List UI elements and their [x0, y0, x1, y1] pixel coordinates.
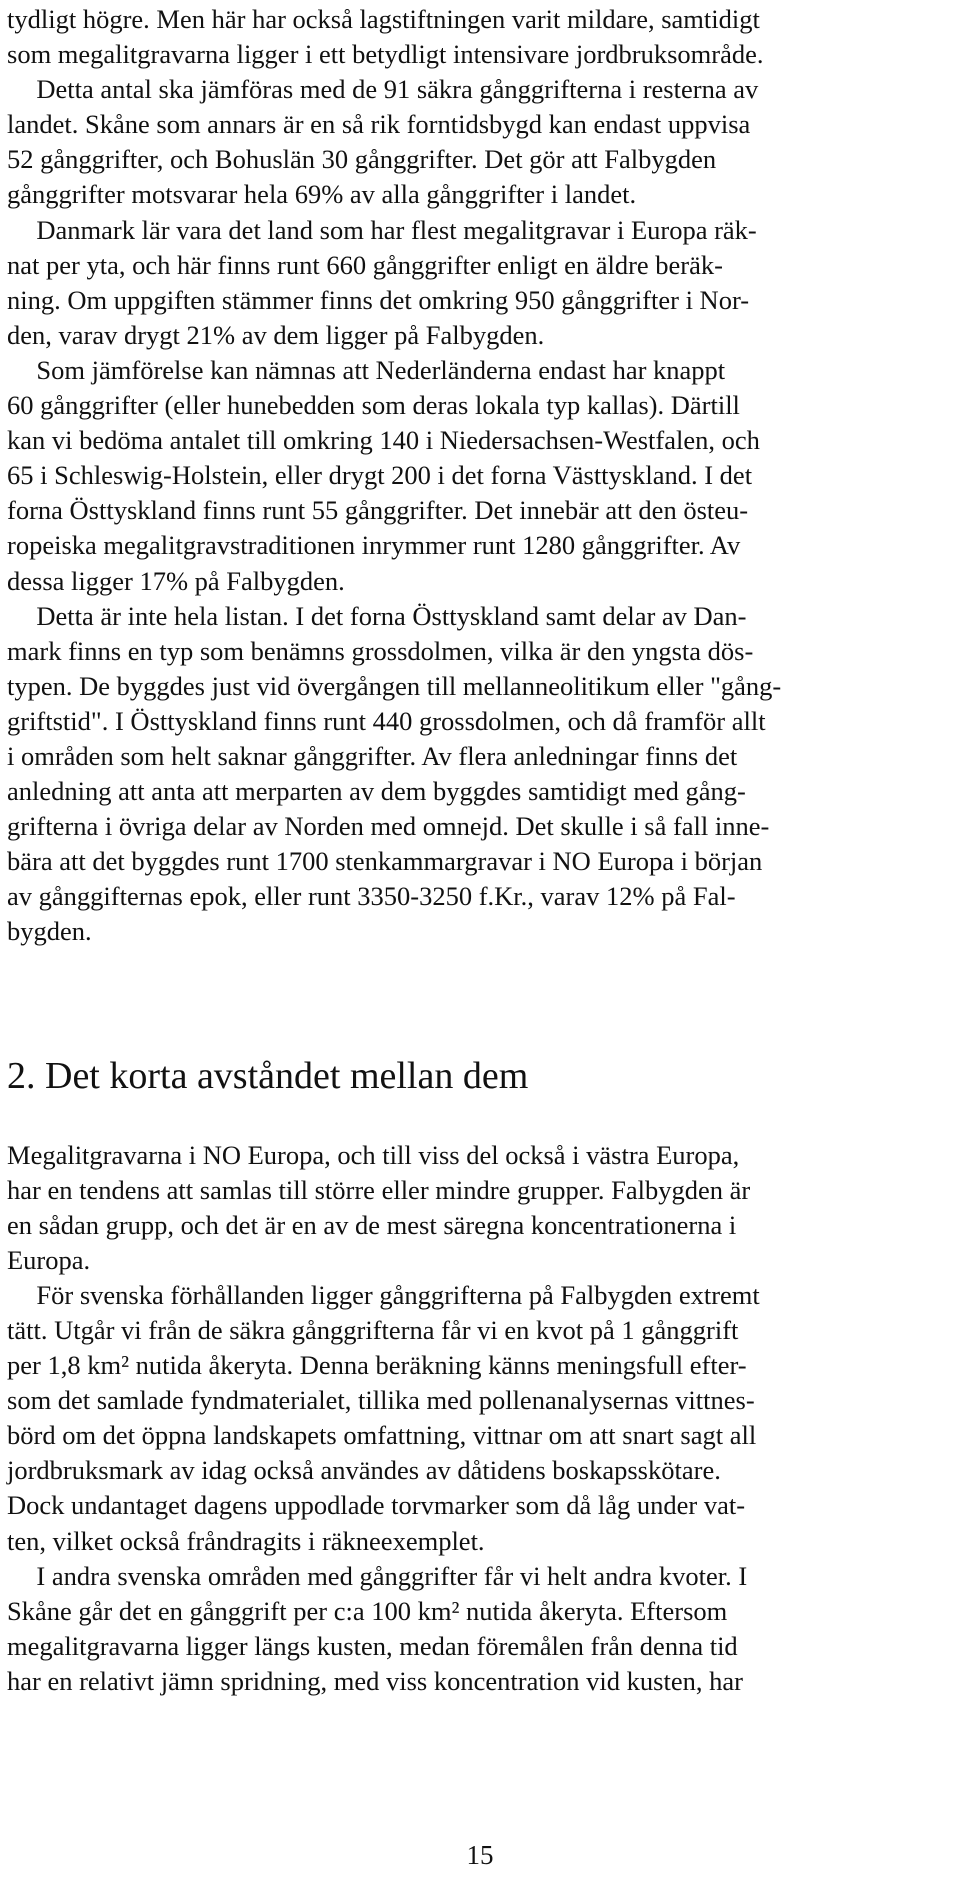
text-line: tydligt högre. Men här har också lagstiftningen varit mildare, samtidigt	[7, 4, 760, 34]
section-1-text	[7, 0, 943, 950]
text-line: av gånggifternas epok, eller runt 3350-3250 f.Kr., varav 12% på Fal-	[7, 881, 736, 912]
text-line: en sådan grupp, och det är en av de mest säregna koncentrationerna i	[7, 1209, 737, 1240]
text-line: Som jämförelse kan nämnas att Nederländerna endast har knappt	[36, 354, 726, 385]
text-line: För svenska förhållanden ligger gånggrifterna på Falbygden extremt	[36, 1279, 760, 1310]
text-line: mark finns en typ som benämns grossdolmen, vilka är den yngsta dös-	[7, 635, 754, 666]
text-line: jordbruksmark av idag också användes av dåtidens boskapsskötare.	[7, 1455, 721, 1486]
text-line: ten, vilket också fråndragits i räkneexemplet.	[7, 1525, 485, 1556]
section-heading: 2. Det korta avståndet mellan dem	[7, 1054, 529, 1097]
text-line: ning. Om uppgiften stämmer finns det omkring 950 gånggrifter i Nor-	[7, 284, 750, 315]
text-line: Detta antal ska jämföras med de 91 säkra gånggrifterna i resterna av	[36, 74, 759, 105]
text-line: forna Östtyskland finns runt 55 gånggrifter. Det innebär att den östeu-	[7, 495, 749, 526]
text-line: megalitgravarna ligger längs kusten, medan föremålen från denna tid	[7, 1630, 738, 1661]
text-line: dessa ligger 17% på Falbygden.	[7, 565, 345, 596]
text-line: kan vi bedöma antalet till omkring 140 i Niedersachsen-Westfalen, och	[7, 425, 760, 456]
text-line: Dock undantaget dagens uppodlade torvmarker som då låg under vat-	[7, 1490, 746, 1521]
text-line: börd om det öppna landskapets omfattning, vittnar om att snart sagt all	[7, 1420, 757, 1451]
text-line: Skåne går det en gånggrift per c:a 100 km² nutida åkeryta. Eftersom	[7, 1595, 728, 1626]
text-line: Megalitgravarna i NO Europa, och till viss del också i västra Europa,	[7, 1139, 740, 1170]
text-line: I andra svenska områden med gånggrifter får vi helt andra kvoter. I	[36, 1560, 748, 1591]
page-number: 15	[466, 1840, 494, 1870]
text-line: gånggrifter motsvarar hela 69% av alla gånggrifter i landet.	[7, 179, 637, 210]
text-line: har en relativt jämn spridning, med viss koncentration vid kusten, har	[7, 1665, 743, 1696]
text-line: ropeiska megalitgravstraditionen inrymmer runt 1280 gånggrifter. Av	[7, 530, 741, 561]
text-line: 52 gånggrifter, och Bohuslän 30 gånggrifter. Det gör att Falbygden	[7, 144, 717, 175]
text-line: 60 gånggrifter (eller hunebedden som deras lokala typ kallas). Därtill	[7, 390, 740, 421]
text-line: som det samlade fyndmaterialet, tillika med pollenanalysernas vittnes-	[7, 1385, 755, 1416]
text-line: nat per yta, och här finns runt 660 gånggrifter enligt en äldre beräk-	[7, 249, 723, 280]
text-line: har en tendens att samlas till större eller mindre grupper. Falbygden är	[7, 1174, 751, 1205]
document-page	[7, 0, 943, 1699]
text-line: anledning att anta att merparten av dem byggdes samtidigt med gång-	[7, 776, 746, 807]
text-line: Detta är inte hela listan. I det forna Östtyskland samt delar av Dan-	[36, 600, 747, 631]
text-line: Danmark lär vara det land som har flest megalitgravar i Europa räk-	[36, 214, 757, 245]
text-line: den, varav drygt 21% av dem ligger på Falbygden.	[7, 319, 545, 350]
text-line: tätt. Utgår vi från de säkra gånggrifterna får vi en kvot på 1 gånggrift	[7, 1315, 739, 1345]
text-line: bygden.	[7, 916, 92, 947]
text-line: 65 i Schleswig-Holstein, eller drygt 200 i det forna Västtyskland. I det	[7, 460, 753, 491]
section-2-text	[7, 1138, 943, 1700]
text-line: bära att det byggdes runt 1700 stenkammargravar i NO Europa i början	[7, 846, 763, 877]
text-line: i områden som helt saknar gånggrifter. Av flera anledningar finns det	[7, 740, 738, 771]
text-line: per 1,8 km² nutida åkeryta. Denna beräkning känns meningsfull efter-	[7, 1350, 747, 1381]
text-line: landet. Skåne som annars är en så rik forntidsbygd kan endast uppvisa	[7, 109, 751, 140]
text-line: Europa.	[7, 1244, 91, 1275]
text-line: typen. De byggdes just vid övergången till mellanneolitikum eller "gång-	[7, 670, 782, 701]
text-line: grifterna i övriga delar av Norden med omnejd. Det skulle i så fall inne-	[7, 811, 770, 842]
text-line: som megalitgravarna ligger i ett betydligt intensivare jordbruksområde.	[7, 39, 764, 70]
text-line: griftstid". I Östtyskland finns runt 440 grossdolmen, och då framför allt	[7, 705, 766, 736]
